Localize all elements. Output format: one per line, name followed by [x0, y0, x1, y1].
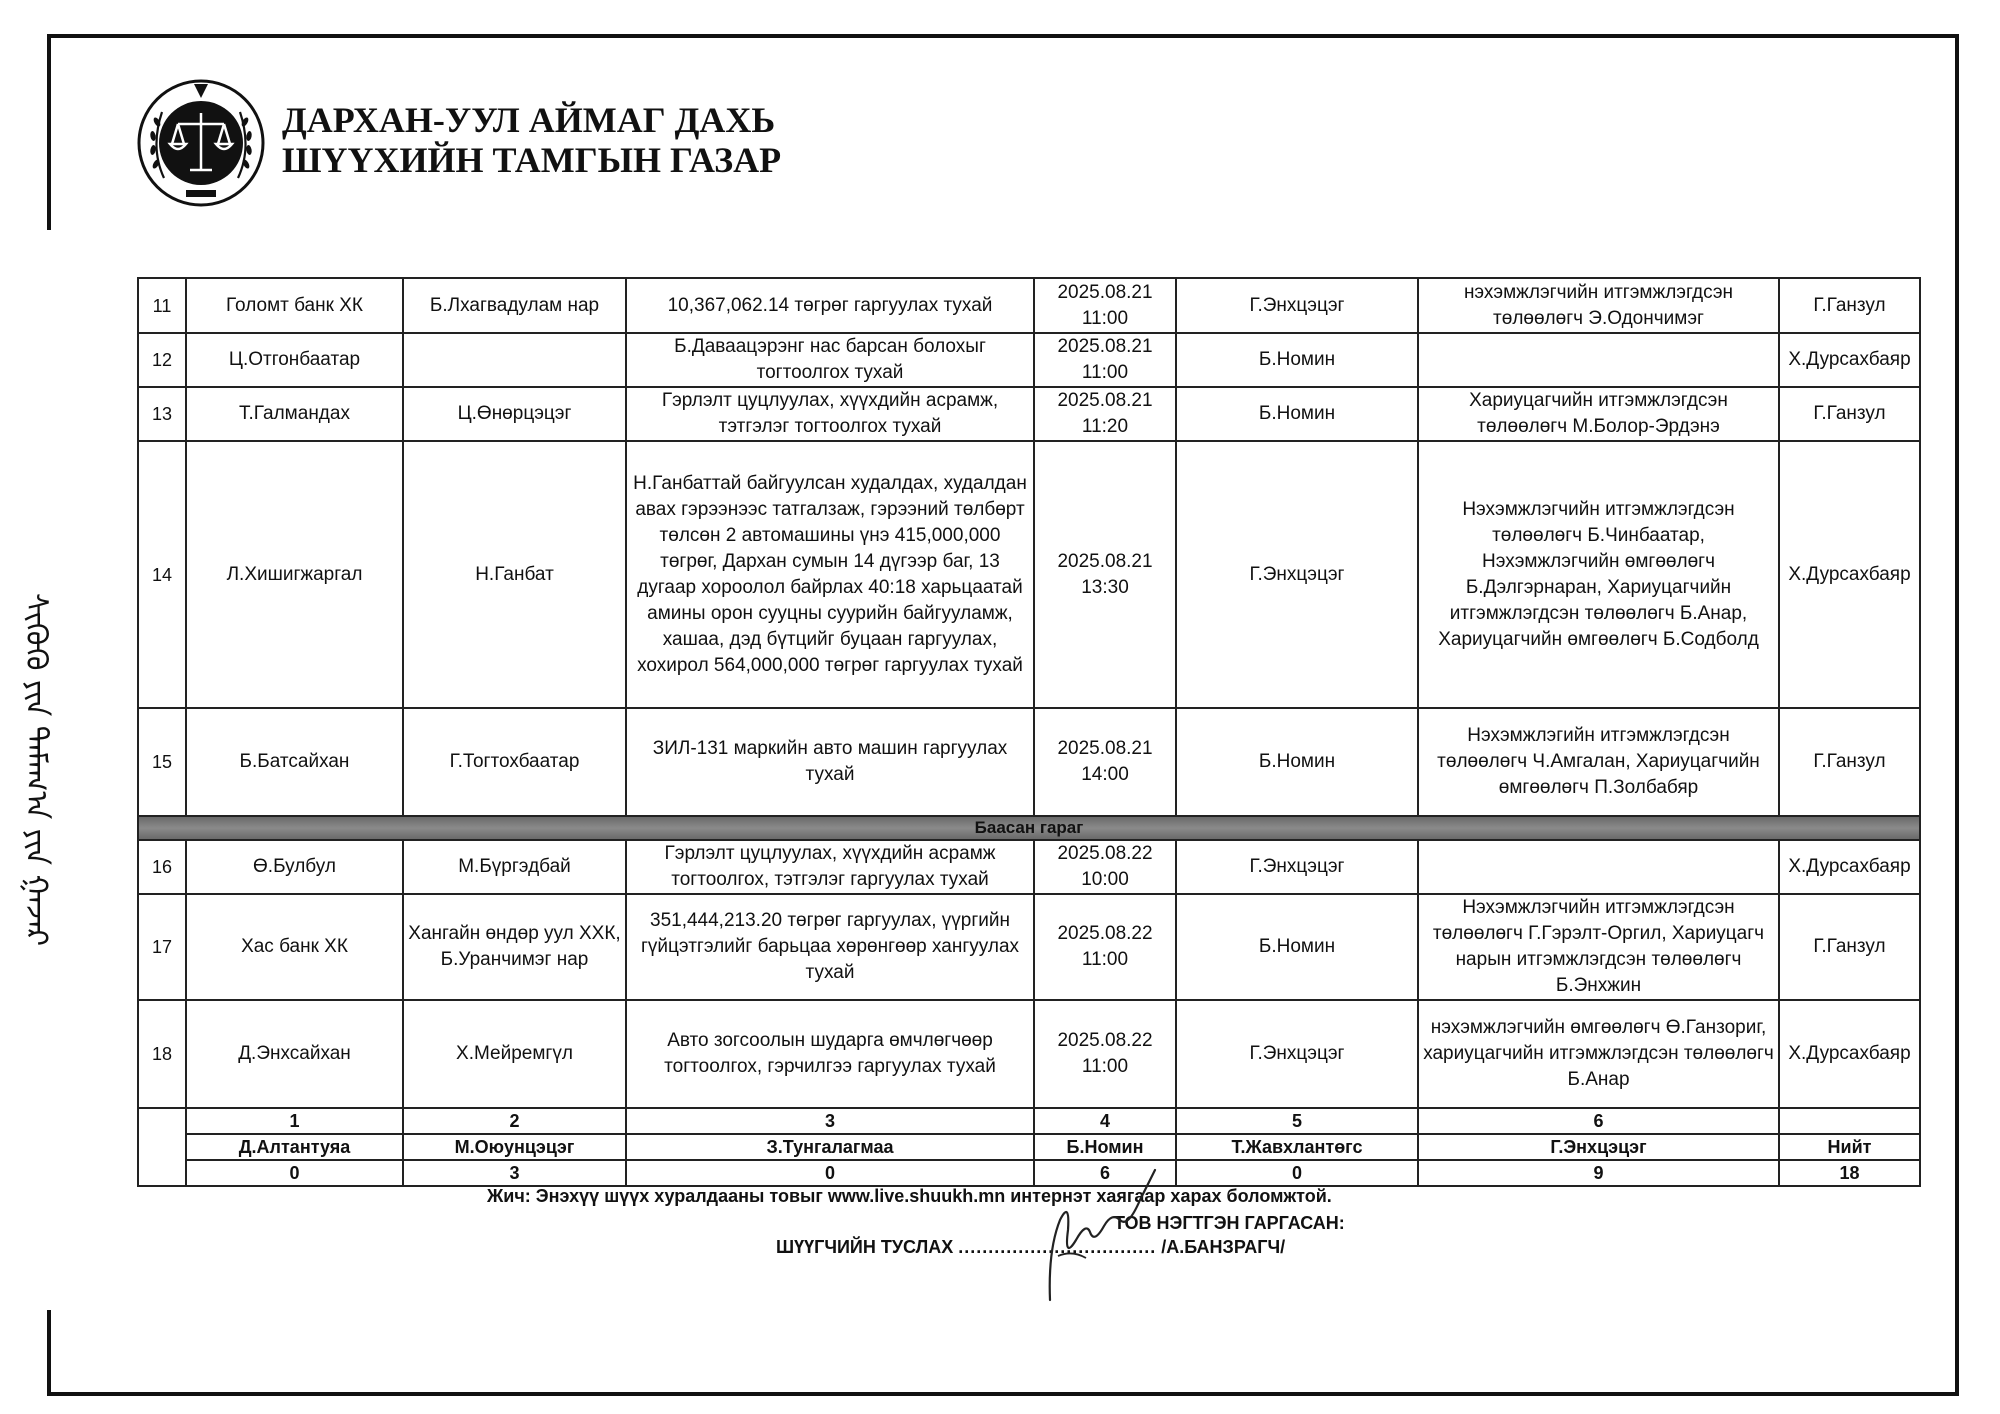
hearing-time: 11:00 [1081, 362, 1129, 383]
defendant-cell: Б.Лхагвадулам нар [403, 278, 626, 333]
day-separator-label: Баасан гараг [138, 816, 1920, 840]
hearing-time: 11:00 [1081, 307, 1129, 329]
table-row [138, 278, 1920, 333]
judge-name: М.Оюунцэцэг [403, 1134, 626, 1160]
hearing-time: 13:30 [1081, 576, 1129, 598]
assistant-cell: Г.Ганзул [1779, 894, 1920, 1000]
judge-cell: Г.Энхцэцэг [1176, 840, 1418, 894]
case-count: 0 [626, 1160, 1034, 1186]
plaintiff-cell: Д.Энхсайхан [186, 1000, 403, 1108]
summary-index: 3 [626, 1108, 1034, 1134]
total-count: 18 [1779, 1160, 1920, 1186]
case-count: 6 [1034, 1160, 1176, 1186]
case-number: 15 [138, 708, 186, 816]
defendant-cell: Ц.Өнөрцэцэг [403, 387, 626, 441]
side-script-text: ᠰᠢᠭᠦᠬᠦ ᠶᠢᠨ ᠲᠠᠮᠠᠭ᠎ᠠ ᠶᠢᠨ ᠭᠠᠵᠠᠷ [18, 593, 54, 947]
case-count: 9 [1418, 1160, 1779, 1186]
assistant-cell: Х.Дурсахбаяр [1779, 840, 1920, 894]
representative-cell: нэхэмжлэгчийн өмгөөлөгч Ө.Ганзориг, хариуцагчийн итгэмжлэгдсэн төлөөлөгч Б.Анар [1418, 1000, 1779, 1108]
representative-cell [1418, 840, 1779, 894]
assistant-cell: Г.Ганзул [1779, 278, 1920, 333]
judge-cell: Б.Номин [1176, 333, 1418, 387]
summary-index-empty [1779, 1108, 1920, 1134]
day-separator-row [138, 816, 1920, 840]
assistant-cell: Х.Дурсахбаяр [1779, 333, 1920, 387]
judge-cell: Б.Номин [1176, 894, 1418, 1000]
judge-cell: Б.Номин [1176, 708, 1418, 816]
hearing-date: 2025.08.21 [1057, 738, 1153, 759]
assistant-cell: Г.Ганзул [1779, 387, 1920, 441]
judge-cell: Г.Энхцэцэг [1176, 1000, 1418, 1108]
summary-blank-cell [138, 1108, 186, 1186]
case-number: 16 [138, 840, 186, 894]
representative-cell: Хариуцагчийн итгэмжлэгдсэн төлөөлөгч М.Болор-Эрдэнэ [1418, 387, 1779, 441]
plaintiff-cell: Т.Галмандах [186, 387, 403, 441]
hearing-date: 2025.08.22 [1057, 1030, 1153, 1051]
organization-title [282, 100, 781, 180]
defendant-cell: Н.Ганбат [403, 441, 626, 708]
subject-cell: Б.Даваацэрэнг нас барсан болохыг тогтоолгох тухай [626, 333, 1034, 387]
hearing-time: 11:00 [1081, 1056, 1129, 1077]
case-number: 14 [138, 441, 186, 708]
signature-dots: ................................. [958, 1237, 1157, 1257]
table-row [138, 840, 1920, 894]
defendant-cell [403, 333, 626, 387]
hearing-date: 2025.08.22 [1057, 843, 1153, 864]
defendant-cell: Х.Мейремгүл [403, 1000, 626, 1108]
subject-cell: 10,367,062.14 төгрөг гаргуулах тухай [626, 278, 1034, 333]
summary-index-row [138, 1108, 1920, 1134]
defendant-cell: Хангайн өндөр уул ХХК, Б.Уранчимэг нар [403, 894, 626, 1000]
datetime-cell [1034, 441, 1176, 708]
total-label: Нийт [1779, 1134, 1920, 1160]
assistant-label: ШҮҮГЧИЙН ТУСЛАХ [776, 1237, 954, 1257]
datetime-cell [1034, 1000, 1176, 1108]
plaintiff-cell: Голомт банк ХК [186, 278, 403, 333]
datetime-cell [1034, 840, 1176, 894]
subject-cell: 351,444,213.20 төгрөг гаргуулах, үүргийн гүйцэтгэлийг барьцаа хөрөнгөөр хангуулах тухай [626, 894, 1034, 1000]
hearing-date: 2025.08.22 [1057, 923, 1153, 944]
plaintiff-cell: Хас банк ХК [186, 894, 403, 1000]
table-row [138, 387, 1920, 441]
judge-cell: Г.Энхцэцэг [1176, 441, 1418, 708]
datetime-cell [1034, 333, 1176, 387]
handwritten-signature-icon [1020, 1160, 1160, 1310]
title-line-1: ДАРХАН-УУЛ АЙМАГ ДАХЬ [282, 100, 776, 140]
hearing-date: 2025.08.21 [1057, 336, 1153, 357]
case-number: 13 [138, 387, 186, 441]
summary-index: 2 [403, 1108, 626, 1134]
court-scales-emblem-icon [136, 78, 266, 208]
summary-index: 6 [1418, 1108, 1779, 1134]
summary-index: 4 [1034, 1108, 1176, 1134]
assistant-cell: Г.Ганзул [1779, 708, 1920, 816]
plaintiff-cell: Ц.Отгонбаатар [186, 333, 403, 387]
subject-cell: ЗИЛ-131 маркийн авто машин гаргуулах тухай [626, 708, 1034, 816]
datetime-cell [1034, 708, 1176, 816]
representative-cell: нэхэмжлэгчийн итгэмжлэгдсэн төлөөлөгч Э.Одончимэг [1418, 278, 1779, 333]
case-count: 0 [186, 1160, 403, 1186]
assistant-name: /А.БАНЗРАГЧ/ [1161, 1237, 1286, 1257]
subject-cell: Н.Ганбаттай байгуулсан худалдах, худалдан авах гэрээнээс татгалзаж, гэрээний төлбөрт төлсөн 2 автомашины үнэ 415,000,000 төгрөг, Дархан сумын 14 дүгээр баг, 13 дугаар хороолол байрлах 40:18 харьцаатай амины орон сууцны суурийн байгууламж, хашаа, дэд бүтцийг буцаан гаргуулах, хохирол 564,000,000 төгрөг гаргуулах тухай [626, 441, 1034, 708]
plaintiff-cell: Б.Батсайхан [186, 708, 403, 816]
case-number: 11 [138, 278, 186, 333]
plaintiff-cell: Ө.Булбул [186, 840, 403, 894]
representative-cell: Нэхэмжлэгийн итгэмжлэгдсэн төлөөлөгч Ч.Амгалан, Хариуцагчийн өмгөөлөгч П.Золбабяр [1418, 708, 1779, 816]
judge-name: Т.Жавхлантөгс [1176, 1134, 1418, 1160]
hearing-time: 10:00 [1081, 869, 1129, 890]
prepared-by-label: ТОВ НЭГТГЭН ГАРГАСАН: [1114, 1213, 1345, 1233]
judge-name: Д.Алтантуяа [186, 1134, 403, 1160]
representative-cell: Нэхэмжлэгчийн итгэмжлэгдсэн төлөөлөгч Б.Чинбаатар, Нэхэмжлэгчийн өмгөөлөгч Б.Дэлгэрнаран, Хариуцагчийн итгэмжлэгдсэн төлөөлөгч Б.Анар, Хариуцагчийн өмгөөлөгч Б.Содболд [1418, 441, 1779, 708]
hearing-date: 2025.08.21 [1057, 550, 1153, 572]
title-line-2: ШҮҮХИЙН ТАМГЫН ГАЗАР [282, 140, 782, 180]
judge-name: З.Тунгалагмаа [626, 1134, 1034, 1160]
subject-cell: Гэрлэлт цуцлуулах, хүүхдийн асрамж, тэтгэлэг тогтоолгох тухай [626, 387, 1034, 441]
plaintiff-cell: Л.Хишигжаргал [186, 441, 403, 708]
defendant-cell: Г.Тогтохбаатар [403, 708, 626, 816]
table-row [138, 708, 1920, 816]
case-number: 12 [138, 333, 186, 387]
hearing-date: 2025.08.21 [1057, 390, 1153, 411]
subject-cell: Авто зогсоолын шударга өмчлөгчөөр тогтоолгох, гэрчилгээ гаргуулах тухай [626, 1000, 1034, 1108]
summary-index: 5 [1176, 1108, 1418, 1134]
mongolian-script-vertical-text [6, 230, 66, 1310]
summary-index: 1 [186, 1108, 403, 1134]
case-number: 18 [138, 1000, 186, 1108]
court-hearing-schedule-table [137, 277, 1921, 1187]
defendant-cell: М.Бүргэдбай [403, 840, 626, 894]
table-row [138, 894, 1920, 1000]
datetime-cell [1034, 278, 1176, 333]
hearing-time: 11:00 [1081, 949, 1129, 970]
case-number: 17 [138, 894, 186, 1000]
table-row [138, 333, 1920, 387]
case-count: 0 [1176, 1160, 1418, 1186]
judge-name: Г.Энхцэцэг [1418, 1134, 1779, 1160]
representative-cell [1418, 333, 1779, 387]
judge-cell: Г.Энхцэцэг [1176, 278, 1418, 333]
judge-name: Б.Номин [1034, 1134, 1176, 1160]
representative-cell: Нэхэмжлэгчийн итгэмжлэгдсэн төлөөлөгч Г.Гэрэлт-Оргил, Хариуцагч нарын итгэмжлэгдсэн төлөөлөгч Б.Энхжин [1418, 894, 1779, 1000]
datetime-cell [1034, 387, 1176, 441]
table-row [138, 441, 1920, 708]
footnote: Жич: Энэхүү шүүх хуралдааны товыг www.live.shuukh.mn интернэт хаягаар харах боломжтой. [487, 1186, 1332, 1206]
subject-cell: Гэрлэлт цуцлуулах, хүүхдийн асрамж тогтоолгох, тэтгэлэг гаргуулах тухай [626, 840, 1034, 894]
summary-name-row [138, 1134, 1920, 1160]
hearing-date: 2025.08.21 [1057, 281, 1153, 303]
hearing-time: 14:00 [1081, 764, 1129, 785]
assistant-cell: Х.Дурсахбаяр [1779, 441, 1920, 708]
judge-cell: Б.Номин [1176, 387, 1418, 441]
assistant-cell: Х.Дурсахбаяр [1779, 1000, 1920, 1108]
datetime-cell [1034, 894, 1176, 1000]
hearing-time: 11:20 [1081, 416, 1129, 437]
case-count: 3 [403, 1160, 626, 1186]
table-row [138, 1000, 1920, 1108]
